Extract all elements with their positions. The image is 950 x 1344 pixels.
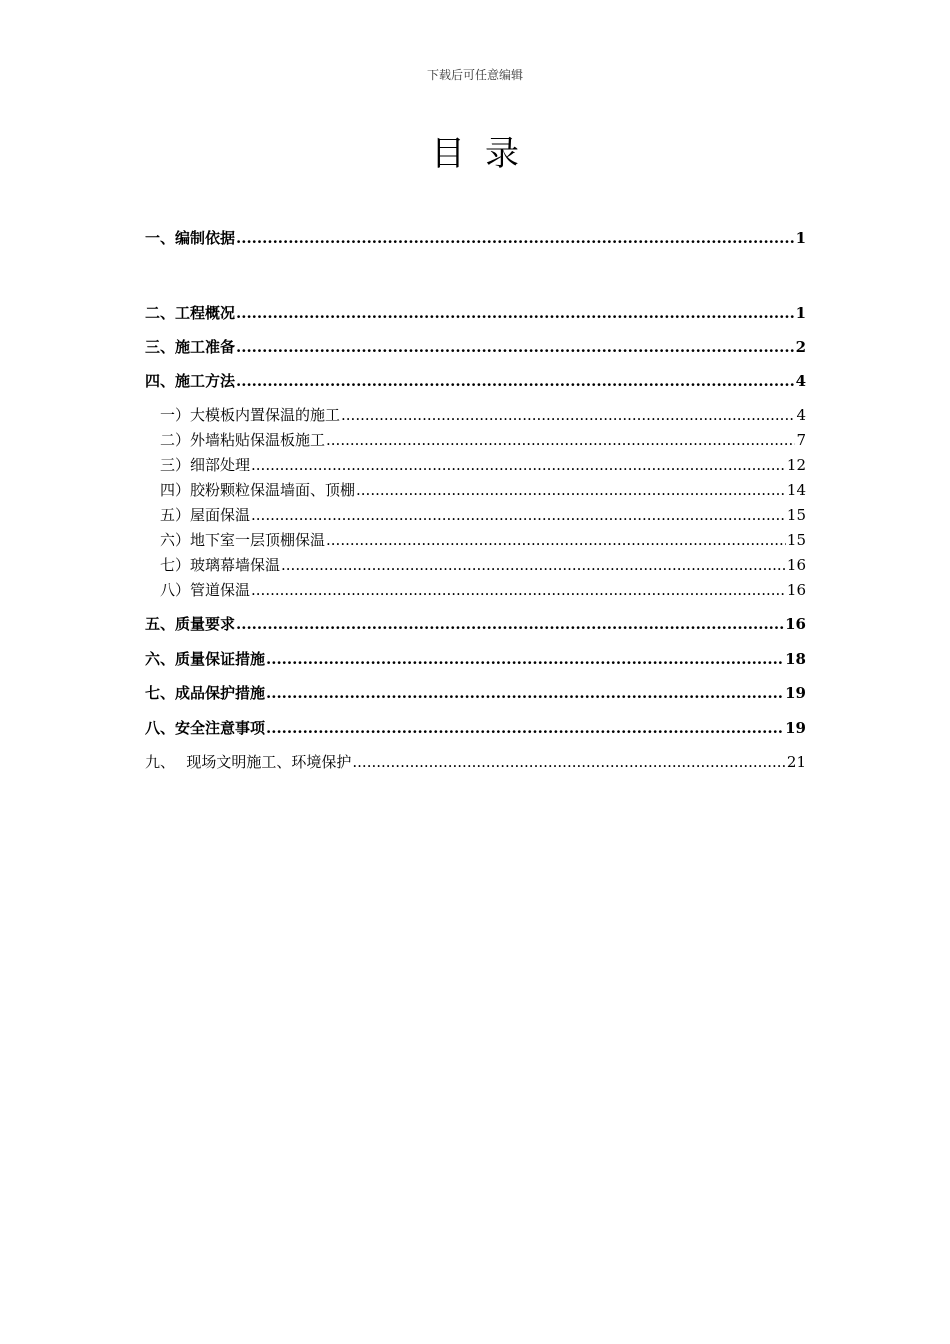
toc-entry-label: 一）大模板内置保温的施工 <box>160 406 341 424</box>
toc-page-number: 2 <box>795 338 806 356</box>
toc-page-number: 14 <box>786 481 806 499</box>
toc-leader-dots <box>236 372 795 390</box>
toc-page-number: 16 <box>785 615 806 633</box>
toc-entry-label: 五）屋面保温 <box>160 506 251 524</box>
toc-page-number: 4 <box>795 372 806 390</box>
toc-entry-label: 六、质量保证措施 <box>145 650 266 668</box>
toc-leader-dots <box>281 556 786 574</box>
toc-entry-number: 九、 <box>145 753 176 771</box>
toc-entry-label: 八、安全注意事项 <box>145 719 266 737</box>
toc-page-number: 12 <box>786 456 806 474</box>
toc-subentry-8[interactable] <box>160 579 806 600</box>
page-title: 目录 <box>431 134 539 174</box>
toc-subentry-1[interactable] <box>160 404 806 425</box>
toc-subentry-2[interactable] <box>160 429 806 450</box>
toc-page-number: 18 <box>785 650 806 668</box>
toc-leader-dots <box>326 431 795 449</box>
toc-leader-dots <box>356 481 786 499</box>
toc-page-number: 16 <box>786 581 806 599</box>
toc-page-number: 16 <box>786 556 806 574</box>
toc-entry-label: 现场文明施工、环境保护 <box>186 753 352 771</box>
toc-entry-label: 二、工程概况 <box>145 304 236 322</box>
toc-page-number: 4 <box>796 406 806 424</box>
toc-page-number: 1 <box>795 229 806 247</box>
toc-leader-dots <box>266 650 784 668</box>
toc-entry-label: 三）细部处理 <box>160 456 251 474</box>
toc-entry-label: 七、成品保护措施 <box>145 684 266 702</box>
toc-leader-dots <box>236 615 784 633</box>
toc-page-number: 19 <box>785 684 806 702</box>
toc-entry-label: 四、施工方法 <box>145 372 236 390</box>
toc-entry-8[interactable] <box>145 717 806 738</box>
toc-entry-label: 七）玻璃幕墙保温 <box>160 556 281 574</box>
toc-entry-label: 三、施工准备 <box>145 338 236 356</box>
toc-leader-dots <box>236 338 795 356</box>
toc-entry-label: 八）管道保温 <box>160 581 251 599</box>
toc-subentry-6[interactable] <box>160 529 806 550</box>
toc-page-number: 21 <box>786 753 806 771</box>
toc-leader-dots <box>266 719 784 737</box>
toc-leader-dots <box>251 456 786 474</box>
toc-entry-2[interactable] <box>145 302 806 323</box>
toc-subentry-4[interactable] <box>160 479 806 500</box>
toc-page-number: 15 <box>786 506 806 524</box>
toc-entry-9[interactable] <box>145 751 806 772</box>
toc-entry-label: 四）胶粉颗粒保温墙面、顶棚 <box>160 481 356 499</box>
toc-leader-dots <box>326 531 786 549</box>
toc-subentry-3[interactable] <box>160 454 806 475</box>
toc-page-number: 15 <box>786 531 806 549</box>
toc-subentry-5[interactable] <box>160 504 806 525</box>
toc-entry-label: 五、质量要求 <box>145 615 236 633</box>
toc-leader-dots <box>352 753 786 771</box>
toc-leader-dots <box>236 229 795 247</box>
toc-subentry-7[interactable] <box>160 554 806 575</box>
toc-entry-6[interactable] <box>145 648 806 669</box>
toc-leader-dots <box>236 304 795 322</box>
toc-page-number: 7 <box>796 431 806 449</box>
toc-entry-4[interactable] <box>145 370 806 391</box>
toc-entry-label: 一、编制依据 <box>145 229 236 247</box>
toc-leader-dots <box>341 406 795 424</box>
toc-leader-dots <box>251 506 786 524</box>
toc-entry-5[interactable] <box>145 613 806 634</box>
toc-leader-dots <box>251 581 786 599</box>
download-note: 下载后可任意编辑 <box>426 68 523 82</box>
toc-entry-label: 六）地下室一层顶棚保温 <box>160 531 326 549</box>
toc-entry-3[interactable] <box>145 336 806 357</box>
toc-page-number: 19 <box>785 719 806 737</box>
toc-page-number: 1 <box>795 304 806 322</box>
toc-entry-label: 二）外墙粘贴保温板施工 <box>160 431 326 449</box>
toc-entry-1[interactable] <box>145 227 806 248</box>
toc-entry-7[interactable] <box>145 682 806 703</box>
toc-leader-dots <box>266 684 784 702</box>
